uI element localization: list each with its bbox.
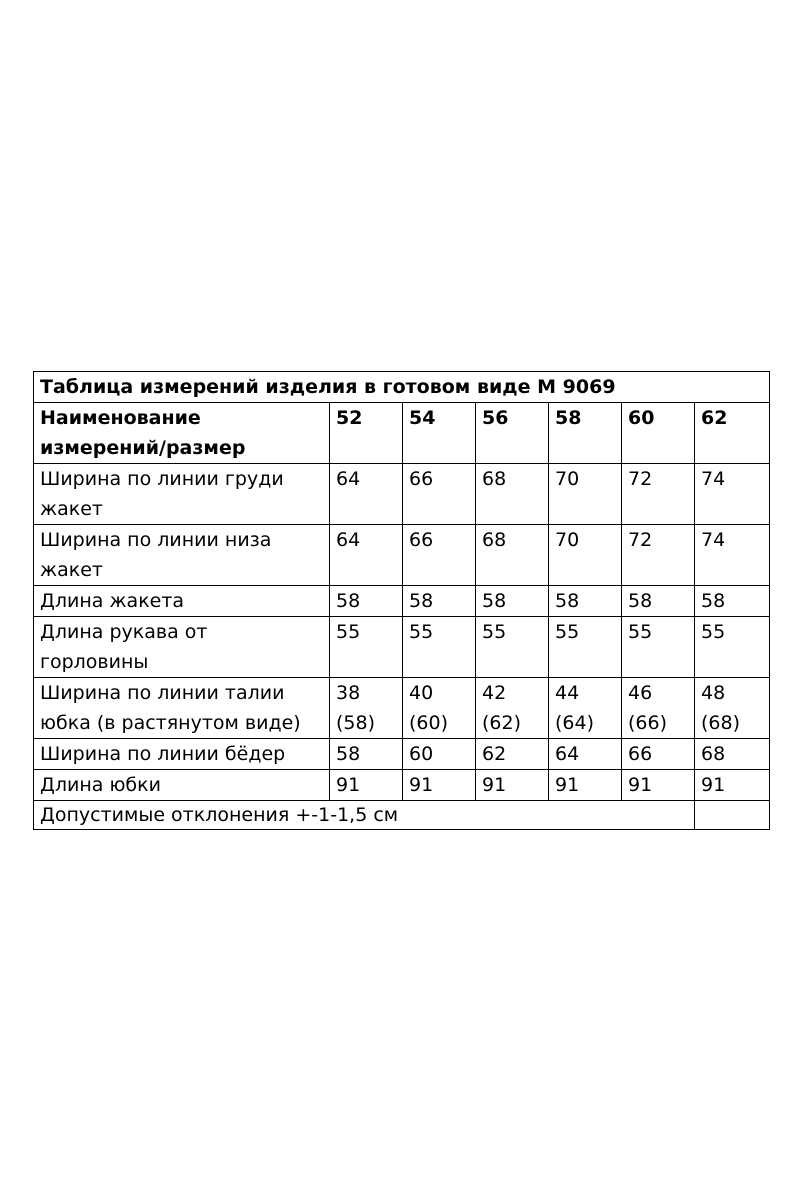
table-cell: 68 [476, 464, 549, 525]
measurement-name: Ширина по линии груди жакет [34, 464, 330, 525]
measurement-name: Ширина по линии бёдер [34, 739, 330, 770]
table-cell: 91 [549, 770, 622, 801]
table-cell: 74 [695, 525, 770, 586]
measurement-name: Ширина по линии низа жакет [34, 525, 330, 586]
header-row [34, 403, 770, 464]
table-cell: 55 [476, 617, 549, 678]
table-row [34, 770, 770, 801]
note-row [34, 801, 770, 830]
table-cell: 38 (58) [330, 678, 403, 739]
table-cell: 58 [330, 739, 403, 770]
table-row [34, 617, 770, 678]
table-cell: 44 (64) [549, 678, 622, 739]
table-cell: 55 [622, 617, 695, 678]
table-cell: 64 [330, 464, 403, 525]
table-cell: 55 [330, 617, 403, 678]
table-cell: 66 [622, 739, 695, 770]
table-cell: 48 (68) [695, 678, 770, 739]
header-size-62: 62 [695, 403, 770, 464]
size-chart-table [33, 371, 770, 830]
header-size-52: 52 [330, 403, 403, 464]
tolerance-note: Допустимые отклонения +-1-1,5 см [34, 801, 695, 830]
table-cell: 91 [622, 770, 695, 801]
table-cell: 68 [476, 525, 549, 586]
table-cell: 46 (66) [622, 678, 695, 739]
table-cell: 62 [476, 739, 549, 770]
table-cell: 72 [622, 464, 695, 525]
table-cell: 58 [695, 586, 770, 617]
header-measurement-name: Наименование измерений/размер [34, 403, 330, 464]
table-cell: 58 [476, 586, 549, 617]
header-size-58: 58 [549, 403, 622, 464]
table-cell: 58 [622, 586, 695, 617]
measurement-name: Длина жакета [34, 586, 330, 617]
table-cell: 42 (62) [476, 678, 549, 739]
measurement-name: Длина рукава от горловины [34, 617, 330, 678]
table-cell: 74 [695, 464, 770, 525]
table-cell: 91 [476, 770, 549, 801]
table-cell: 40 (60) [403, 678, 476, 739]
table-cell: 58 [330, 586, 403, 617]
table-cell: 64 [549, 739, 622, 770]
table-cell: 58 [403, 586, 476, 617]
table-cell: 55 [403, 617, 476, 678]
measurement-name: Ширина по линии талии юбка (в растянутом виде) [34, 678, 330, 739]
table-cell: 64 [330, 525, 403, 586]
table-cell: 70 [549, 525, 622, 586]
table-cell: 91 [403, 770, 476, 801]
note-empty-cell [695, 801, 770, 830]
table-cell: 68 [695, 739, 770, 770]
table-cell: 91 [330, 770, 403, 801]
table-cell: 58 [549, 586, 622, 617]
table-cell: 55 [549, 617, 622, 678]
table-row [34, 525, 770, 586]
table-cell: 60 [403, 739, 476, 770]
table-cell: 70 [549, 464, 622, 525]
table-row [34, 464, 770, 525]
table-cell: 72 [622, 525, 695, 586]
header-size-54: 54 [403, 403, 476, 464]
header-size-60: 60 [622, 403, 695, 464]
measurement-name: Длина юбки [34, 770, 330, 801]
table-title: Таблица измерений изделия в готовом виде М 9069 [34, 372, 770, 403]
table-row [34, 739, 770, 770]
title-row [34, 372, 770, 403]
header-size-56: 56 [476, 403, 549, 464]
table-row [34, 678, 770, 739]
table-row [34, 586, 770, 617]
table-cell: 55 [695, 617, 770, 678]
table-cell: 66 [403, 464, 476, 525]
size-chart-sheet [33, 371, 770, 830]
table-cell: 91 [695, 770, 770, 801]
table-cell: 66 [403, 525, 476, 586]
